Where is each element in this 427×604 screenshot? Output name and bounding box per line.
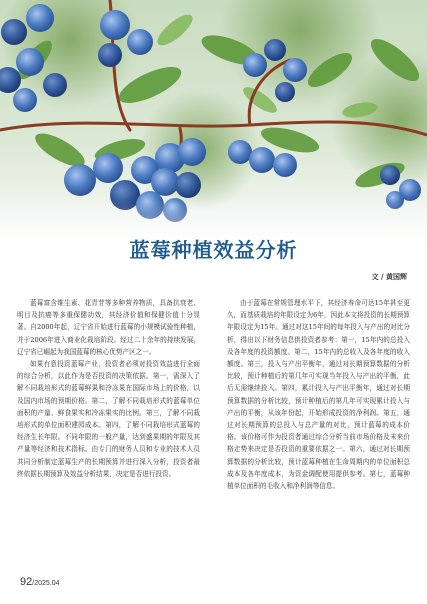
article-column-right [227, 297, 410, 492]
body-paragraph: 如果有意投资蓝莓产业，投资者必须对投资效益进行全面的综合分析，以此作为是否投资的决策依据。第一，需深入了解不同栽培形式的蓝莓鲜果和冷冻果在国际市场上的价格，以及国内市场的预期价格。第二，了解不同栽培形式的蓝莓单位面积的产量、鲜食果实和冷冻果实的比例。第三，了解不同栽培形式的单位面积建园成本。第四，了解不同栽培形式蓝莓的经济生长年限。不同年限的一般产量，达到盛果期的年限及其产量等经济和技术指标。由专门的财务人员和专业的技术人员共同分析制定蓝莓生产的长期预算并进行深入分析，投资者最终依据长期预算及效益分析结果，决定是否进行投资。 [17, 360, 200, 478]
blueberry-photo [0, 0, 427, 258]
page-footer [20, 572, 60, 590]
issue-date: /2025.04 [32, 580, 60, 587]
article-title: 蓝莓种植效益分析 [129, 238, 298, 262]
author-byline: 文 / 黄国辉 [371, 272, 407, 281]
page-number: 92 [20, 576, 33, 588]
body-paragraph: 由于蓝莓在常规管理水平下，其经济寿命可达15年甚至更久，而基质栽培的年限设定为6年，因此本文将投资的长期预算年限设定为15年。通过对这15年间的每年投入与产出的对比分析，得出以下财务信息供投资者参考：第一，15年内的总投入及各年度的投资额度。第二，15年内的总收入及各年度的收入额度。第三，投入与产出平衡年，通过对长期预算数据的分析比较，预计种植后的第几年可实现当年投入与产出的平衡，此后无需继续投入。第四，累计投入与产出平衡年，通过对长期预算数据的分析比较，预计种植后的第几年可实现累计投入与产出的平衡，从该年份起，开始形成投资的净利润。第五，通过对长期预算的总投入与总产量的对比，预计蓝莓的成本价格。该价格可作为投资者通过综合分析当前市场价格及未来价格走势来决定是否投资的重要依据之一。第六，通过对长期预算数据的分析比较，预计蓝莓种植在生命周期内的单位面积总成本及各年度成本，为资金调配使用提供参考。第七，蓝莓种植单位面积的毛收入和净利润等信息。 [227, 299, 410, 491]
article-column-left [17, 297, 200, 480]
body-paragraph: 蓝莓富含维生素、花青苷等多种营养物质，具备抗衰老、明目及抗癌等多重保健功效，其经济价值和保健价值十分显著。自2000年起，辽宁省开始进行蓝莓的小规模试验性种植，并于2006年进入商业化栽培阶段。经过二十余年的持续发展，辽宁省已崛起为我国蓝莓的核心优势产区之一。 [17, 299, 200, 356]
